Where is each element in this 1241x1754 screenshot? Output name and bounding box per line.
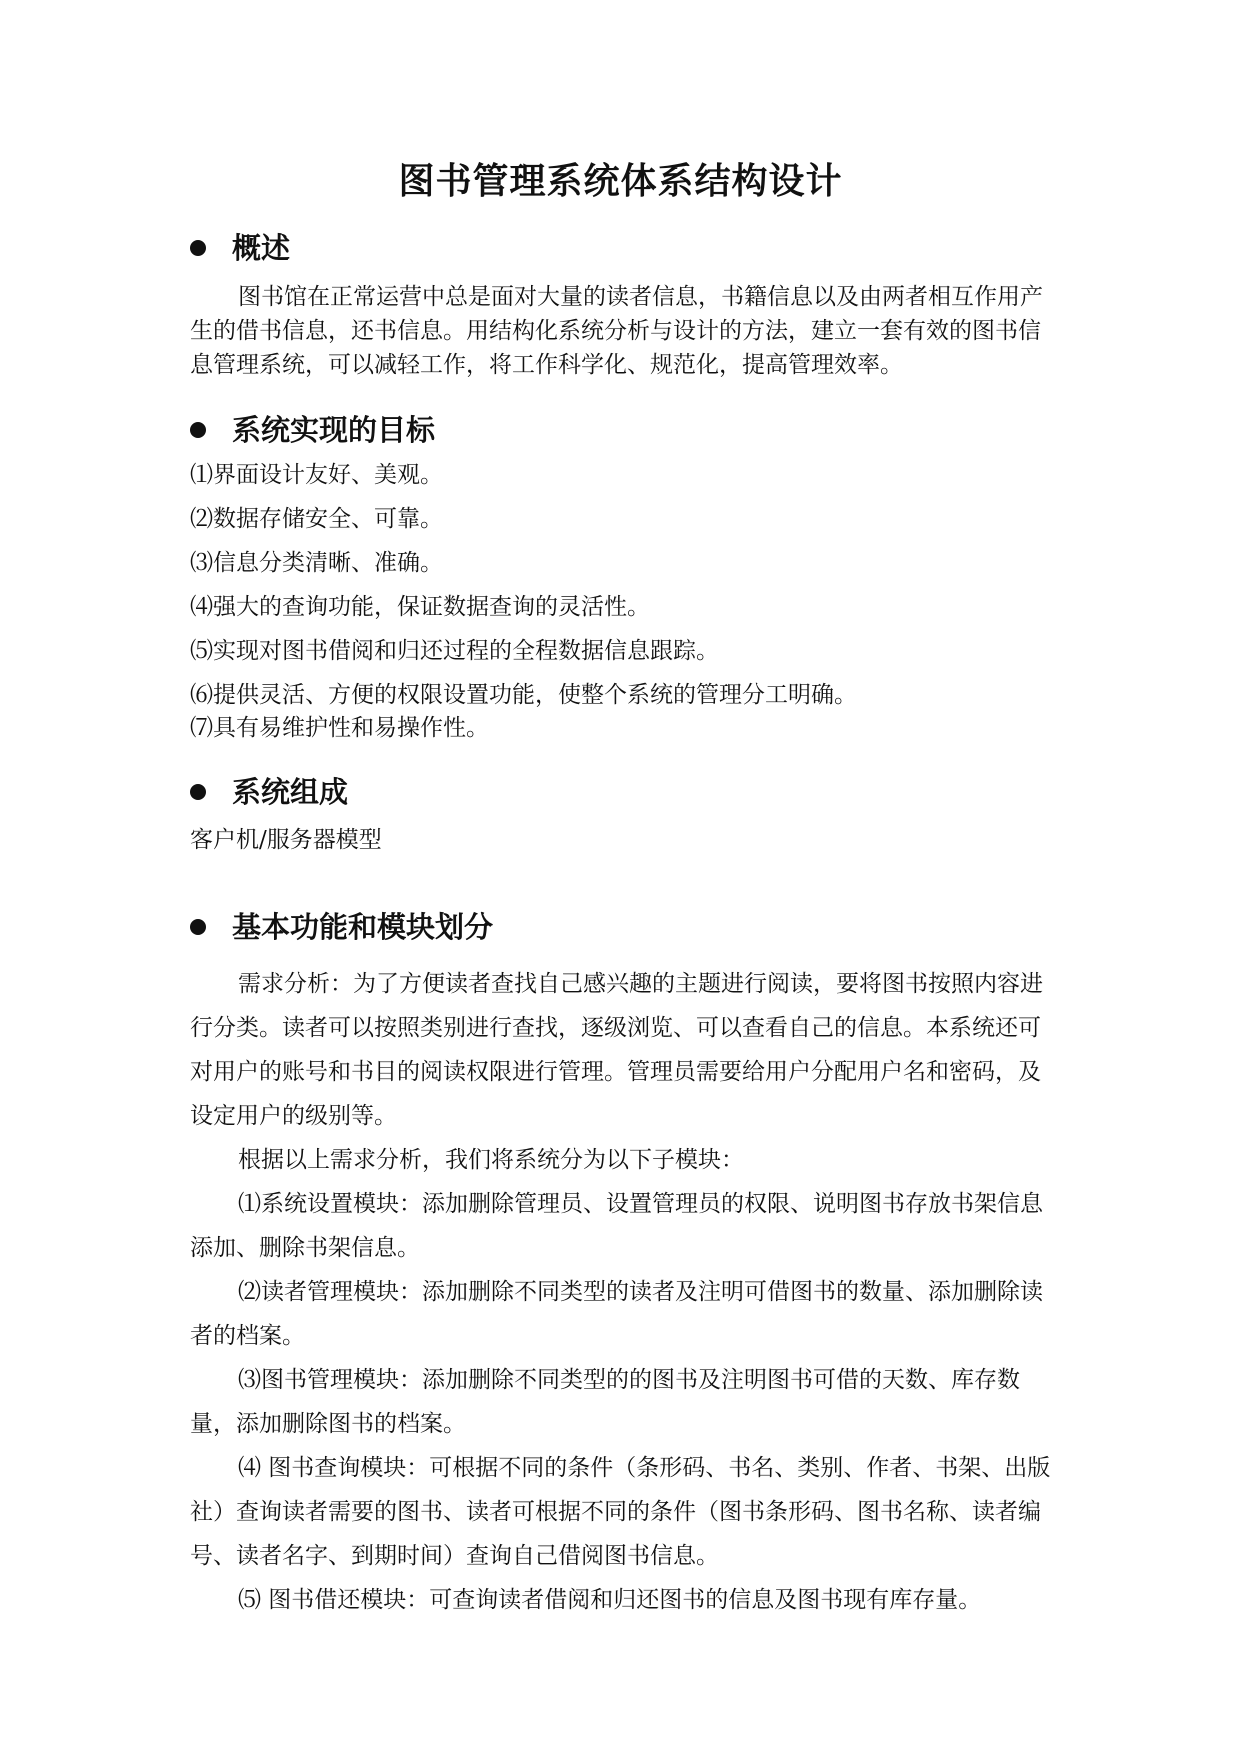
section-heading-label: 基本功能和模块划分 bbox=[232, 910, 494, 944]
module-item: ⑴系统设置模块：添加删除管理员、设置管理员的权限、说明图书存放书架信息添加、删除书架信息。 bbox=[190, 1191, 1043, 1261]
section-heading-label: 概述 bbox=[232, 231, 291, 265]
modules-intro: 根据以上需求分析，我们将系统分为以下子模块： bbox=[238, 1147, 744, 1173]
bullet-icon bbox=[190, 919, 206, 935]
section-heading-goals bbox=[190, 410, 435, 450]
bullet-icon bbox=[190, 240, 206, 256]
module-item: ⑵读者管理模块：添加删除不同类型的读者及注明可借图书的数量、添加删除读者的档案。 bbox=[190, 1279, 1043, 1349]
goal-item: ⑸实现对图书借阅和归还过程的全程数据信息跟踪。 bbox=[190, 638, 719, 664]
module-item: ⑷ 图书查询模块：可根据不同的条件（条形码、书名、类别、作者、书架、出版社）查询读者需要的图书、读者可根据不同的条件（图书条形码、图书名称、读者编号、读者名字、到期时间）查询自己借阅图书信息。 bbox=[190, 1455, 1051, 1569]
goal-item: ⑹提供灵活、方便的权限设置功能，使整个系统的管理分工明确。 bbox=[190, 682, 857, 708]
module-item: ⑸ 图书借还模块：可查询读者借阅和归还图书的信息及图书现有库存量。 bbox=[238, 1587, 982, 1613]
goal-item: ⑵数据存储安全、可靠。 bbox=[190, 506, 443, 532]
requirement-paragraph: 需求分析：为了方便读者查找自己感兴趣的主题进行阅读，要将图书按照内容进行分类。读者可以按照类别进行查找，逐级浏览、可以查看自己的信息。本系统还可对用户的账号和书目的阅读权限进行管理。管理员需要给用户分配用户名和密码，及设定用户的级别等。 bbox=[190, 971, 1043, 1129]
document-title: 图书管理系统体系结构设计 bbox=[398, 161, 843, 202]
module-item: ⑶图书管理模块：添加删除不同类型的的图书及注明图书可借的天数、库存数量，添加删除图书的档案。 bbox=[190, 1367, 1020, 1437]
goal-item: ⑴界面设计友好、美观。 bbox=[190, 462, 443, 488]
section-heading-overview bbox=[190, 228, 290, 268]
bullet-icon bbox=[190, 784, 206, 800]
section-heading-composition bbox=[190, 772, 348, 812]
overview-paragraph: 图书馆在正常运营中总是面对大量的读者信息，书籍信息以及由两者相互作用产生的借书信息，还书信息。用结构化系统分析与设计的方法，建立一套有效的图书信息管理系统，可以减轻工作，将工作科学化、规范化，提高管理效率。 bbox=[190, 284, 1043, 378]
section-heading-label: 系统实现的目标 bbox=[232, 413, 436, 447]
goal-item: ⑺具有易维护性和易操作性。 bbox=[190, 715, 489, 741]
composition-text: 客户机/服务器模型 bbox=[190, 827, 382, 853]
bullet-icon bbox=[190, 422, 206, 438]
section-heading-label: 系统组成 bbox=[232, 775, 349, 809]
goal-item: ⑶信息分类清晰、准确。 bbox=[190, 550, 443, 576]
section-heading-modules bbox=[190, 907, 493, 947]
goal-item: ⑷强大的查询功能，保证数据查询的灵活性。 bbox=[190, 594, 650, 620]
